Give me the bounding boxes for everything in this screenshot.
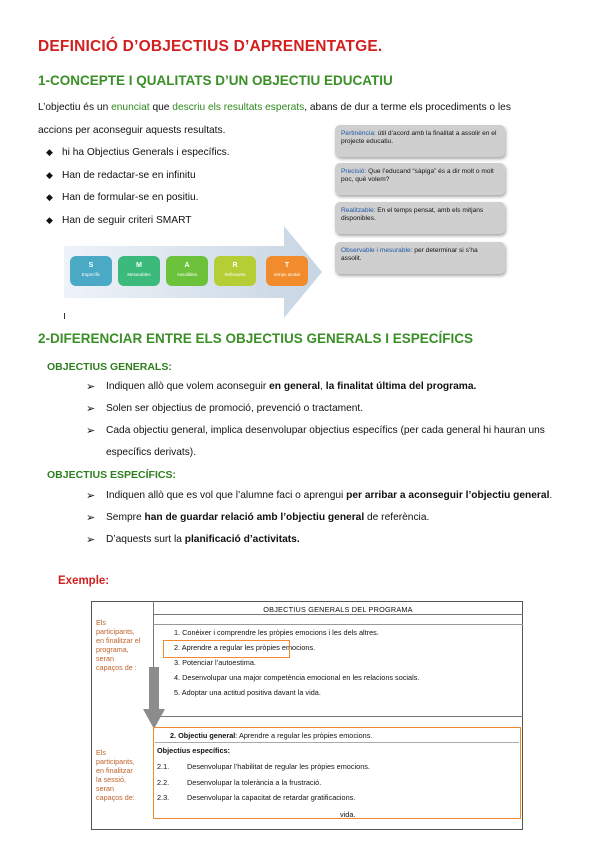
list-item [86, 485, 586, 507]
diamond-bullet-icon: ◆ [46, 192, 53, 202]
og-label: 2. Objectiu general [170, 731, 236, 740]
side-line: Els [96, 748, 106, 757]
table-divider [153, 624, 523, 625]
divider-tick [64, 313, 65, 319]
smart-letter: M [136, 262, 142, 269]
list-item-continuation: específics derivats). [106, 447, 197, 458]
item-text: Indiquen allò que es vol que l’alumne faci o aprengui [106, 490, 347, 501]
general-objectives-label: OBJECTIUS GENERALS: [47, 361, 172, 373]
diamond-bullet-icon: ◆ [46, 169, 53, 180]
item-bold: planificació d’activitats. [184, 534, 300, 545]
item-text: Sempre [106, 512, 145, 523]
list-item-text: hi ha Objectius Generals i específics. [62, 147, 230, 158]
item-text: Solen ser objectius de promoció, prevenció o tractament. [106, 403, 364, 414]
side-line: en finalitzar el [96, 636, 141, 645]
card-key: Precisió: [341, 168, 367, 175]
qualities-list [46, 146, 306, 236]
table-row: 4. Desenvolupar una major competència emocional en les relacions socials. [174, 673, 420, 682]
table-row: 2. Aprendre a regular les pròpies emocions. [174, 643, 316, 652]
side-line: participants, [96, 757, 135, 766]
table-row: 1. Conèixer i comprendre les pròpies emocions i les dels altres. [174, 628, 379, 637]
side-line: en finalitzar [96, 766, 133, 775]
example-label: Exemple: [58, 575, 110, 587]
diamond-bullet-icon: ◆ [46, 147, 53, 157]
table-title: OBJECTIUS GENERALS DEL PROGRAMA [263, 605, 413, 614]
smart-word: Rellevants [224, 272, 246, 277]
down-arrow-icon [143, 667, 165, 731]
quality-card [335, 242, 505, 274]
list-item-text: Han de redactar-se en infinitu [62, 169, 196, 181]
section1-heading: 1-CONCEPTE I QUALITATS D’UN OBJECTIU EDUCATIU [38, 73, 393, 88]
table-divider [153, 716, 523, 717]
specific-objectives-table-list [157, 762, 517, 809]
item-bold: han de guardar relació amb l’objectiu general [144, 512, 365, 523]
smart-box-m [118, 256, 160, 286]
list-item [86, 529, 586, 551]
row-num: 2.3. [157, 793, 170, 802]
row-text: Desenvolupar l’habilitat de regular les pròpies emocions. [187, 762, 370, 771]
side-line: seran [96, 654, 114, 663]
list-item [46, 146, 306, 169]
intro-highlight-enunciat: enunciat [111, 102, 150, 113]
side-line: capaços de : [96, 663, 137, 672]
smart-box-s [70, 256, 112, 286]
arrow-bullet-icon: ➢ [86, 512, 96, 524]
intro-text: que [149, 102, 173, 113]
card-text: útil d’acord amb la finalitat a assolir en el projecte educatiu. [341, 130, 497, 145]
arrow-bullet-icon: ➢ [86, 381, 96, 393]
page-title: DEFINICIÓ D’OBJECTIUS D’APRENENTATGE. [38, 38, 383, 55]
intro-text: L’objectiu és un [38, 102, 112, 113]
highlight-box [163, 640, 290, 658]
list-item-text: Han de seguir criteri SMART [62, 214, 192, 226]
smart-box-a [166, 256, 208, 286]
arrow-bullet-icon: ➢ [86, 534, 96, 546]
item-bold: la finalitat última del programa. [325, 381, 477, 392]
card-text: Que l’educand “sàpiga” és a dir molt o molt poc, què volem? [341, 168, 494, 183]
table-row [157, 762, 517, 778]
general-objective-line [170, 731, 372, 740]
table-divider [153, 614, 523, 615]
table-tail-text: vida. [340, 810, 356, 819]
og-text: : Aprendre a regular les pròpies emocions. [235, 731, 373, 740]
table-row [157, 793, 517, 809]
table-row: 5. Adoptar una actitud positiva davant la vida. [174, 688, 321, 697]
diamond-bullet-icon: ◆ [46, 214, 53, 225]
smart-letter: T [284, 262, 290, 269]
smart-letter: A [184, 262, 190, 269]
smart-word: temps acotat [274, 272, 300, 277]
table-divider [155, 742, 519, 743]
item-text: . [549, 490, 553, 501]
smart-word: Assolibles [176, 272, 198, 277]
side-line: programa, [96, 645, 129, 654]
row-num: 2.1. [157, 762, 170, 771]
row-num: 2.2. [157, 777, 170, 787]
smart-letter: R [232, 262, 238, 269]
arrow-bullet-icon: ➢ [86, 490, 96, 502]
side-note-bottom [96, 748, 135, 802]
smart-box-t [266, 256, 308, 286]
item-text: de referència. [364, 512, 430, 523]
card-text: per determinar si s’ha assolit. [341, 247, 478, 262]
quality-card [335, 163, 505, 195]
intro-highlight-results: descriu els resultats esperats [172, 102, 305, 113]
specific-objectives-heading: Objectius específics: [157, 746, 230, 755]
intro-text: , abans de dur a terme els procediments o les [304, 102, 511, 113]
list-item-text: Han de formular-se en positiu. [62, 192, 199, 203]
table-row [157, 778, 517, 794]
card-text: En el temps pensat, amb els mitjans disponibles. [341, 207, 484, 222]
row-text: Desenvolupar la capacitat de retardar gratificacions. [187, 793, 356, 802]
section2-heading: 2-DIFERENCIAR ENTRE ELS OBJECTIUS GENERALS I ESPECÍFICS [38, 331, 474, 346]
smart-word: Específic [81, 272, 101, 277]
specific-objectives-list [86, 485, 586, 551]
side-line: seran [96, 784, 114, 793]
side-line: Els [96, 618, 106, 627]
smart-box-r [214, 256, 256, 286]
side-line: participants, [96, 627, 135, 636]
specific-objectives-label: OBJECTIUS ESPECÍFICS: [47, 469, 176, 481]
list-item [86, 507, 586, 529]
item-text: Cada objectiu general, implica desenvolupar objectius específics (per cada general hi hauran uns [106, 425, 545, 436]
item-text: D’aquests surt la [106, 534, 185, 545]
row-text: Desenvolupar la tolerància a la frustració. [187, 777, 322, 787]
smart-word: Mesurables [127, 272, 151, 277]
smart-letter: S [88, 262, 94, 269]
item-text: , [320, 381, 326, 392]
quality-card [335, 202, 505, 234]
section1-intro [38, 101, 578, 114]
card-key: Observable i mesurable: [341, 247, 413, 254]
quality-card [335, 125, 505, 157]
list-item [86, 376, 586, 398]
general-objectives-list [86, 376, 586, 464]
side-line: la sessió, [96, 775, 126, 784]
section1-intro-line2: accions per aconseguir aquests resultats. [38, 125, 226, 136]
arrow-bullet-icon: ➢ [86, 403, 96, 415]
card-key: Pertinència: [341, 130, 376, 137]
card-key: Realitzable: [341, 207, 376, 214]
item-bold: per arribar a aconseguir l’objectiu general [346, 490, 550, 501]
side-line: capaços de: [96, 793, 135, 802]
list-item [46, 169, 306, 192]
item-text: Indiquen allò que volem aconseguir [106, 381, 270, 392]
side-note-top [96, 618, 140, 672]
list-item [46, 191, 306, 214]
item-bold: en general [269, 381, 321, 392]
arrow-bullet-icon: ➢ [86, 425, 96, 437]
list-item [86, 398, 586, 420]
list-item [86, 420, 586, 442]
table-row: 3. Potenciar l’autoestima. [174, 658, 256, 667]
